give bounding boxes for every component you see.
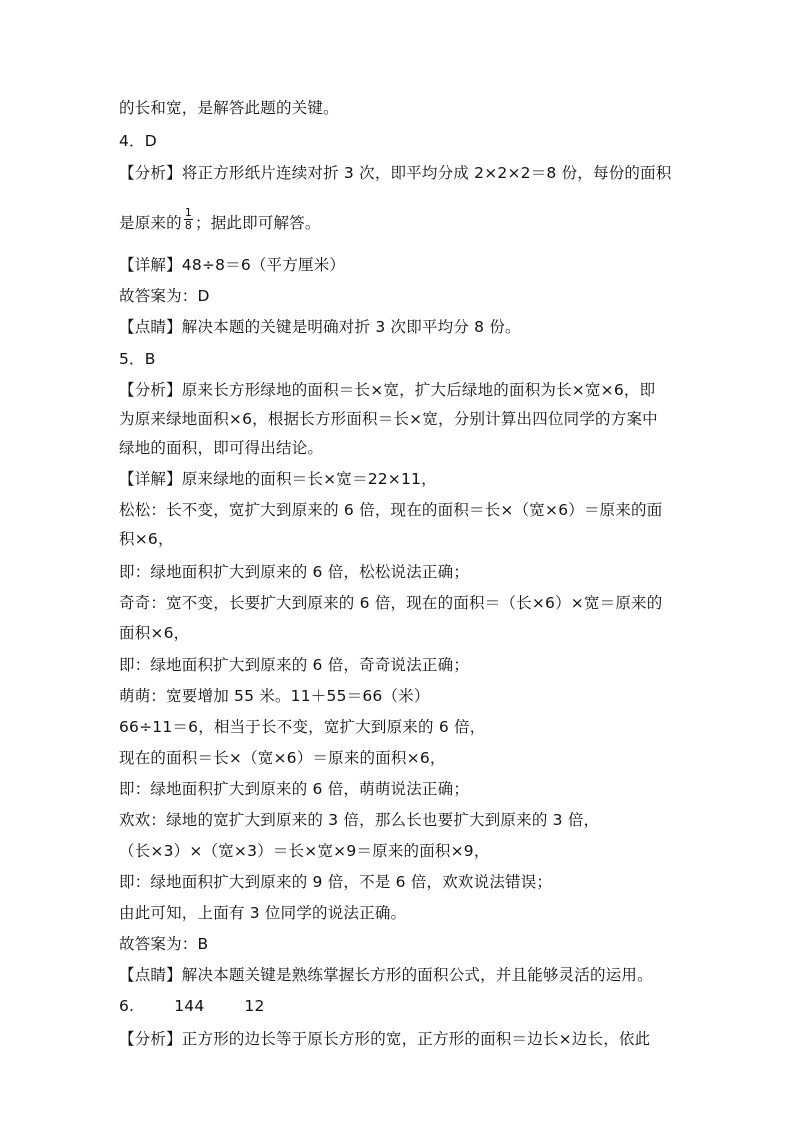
detail-5-line9: 66÷11＝6，相当于长不变，宽扩大到原来的 6 倍， (119, 718, 486, 736)
analysis-5-line2: 为原来绿地面积×6，根据长方形面积＝长×宽，分别计算出四位同学的方案中 (119, 410, 658, 428)
analysis-5-line1: 【分析】原来长方形绿地的面积＝长×宽，扩大后绿地的面积为长×宽×6，即 (119, 381, 656, 399)
detail-5-line7: 即：绿地面积扩大到原来的 6 倍，奇奇说法正确； (119, 656, 470, 674)
fraction-denominator: 8 (184, 219, 193, 232)
fraction-prefix: 是原来的 (119, 214, 182, 232)
detail-5-line11: 即：绿地面积扩大到原来的 6 倍，萌萌说法正确； (119, 780, 470, 798)
analysis-6: 【分析】正方形的边长等于原长方形的宽，正方形的面积＝边长×边长，依此 (119, 1030, 651, 1048)
detail-5-line10: 现在的面积＝长×（宽×6）＝原来的面积×6， (119, 749, 446, 767)
analysis-5-line3: 绿地的面积，即可得出结论。 (119, 439, 324, 457)
detail-5-line12: 欢欢：绿地的宽扩大到原来的 3 倍，那么长也要扩大到原来的 3 倍， (119, 811, 600, 829)
highlight-5: 【点睛】解决本题关键是熟练掌握长方形的面积公式，并且能够灵活的运用。 (119, 966, 653, 984)
detail-5-line1: 【详解】原来绿地的面积＝长×宽＝22×11， (119, 470, 437, 488)
detail-5-line5: 奇奇：宽不变，长要扩大到原来的 6 倍，现在的面积＝（长×6）×宽＝原来的 (119, 594, 663, 612)
detail-5-line15: 由此可知，上面有 3 位同学的说法正确。 (119, 904, 407, 922)
fraction-line (119, 206, 694, 236)
detail-4: 【详解】48÷8＝6（平方厘米） (119, 256, 346, 274)
detail-5-line2: 松松：长不变，宽扩大到原来的 6 倍，现在的面积＝长×（宽×6）＝原来的面 (119, 501, 663, 519)
fraction (184, 207, 193, 232)
question-6-answer (119, 996, 694, 1016)
detail-5-line3: 积×6， (119, 530, 174, 548)
analysis-4: 【分析】将正方形纸片连续对折 3 次，即平均分成 2×2×2＝8 份，每份的面积 (119, 164, 672, 182)
question-5-answer: 5．B (119, 350, 156, 368)
fraction-suffix: ；据此即可解答。 (195, 214, 321, 232)
answer-4: 故答案为：D (119, 287, 210, 305)
text-line: 的长和宽，是解答此题的关键。 (119, 99, 339, 117)
question-4-answer: 4．D (119, 132, 157, 150)
question-6-number: 6. (119, 997, 135, 1015)
detail-5-line13: （长×3）×（宽×3）＝长×宽×9＝原来的面积×9， (119, 842, 490, 860)
fraction-numerator: 1 (184, 206, 193, 219)
detail-5-line8: 萌萌：宽要增加 55 米。11＋55＝66（米） (119, 687, 430, 705)
question-6-answer-2: 12 (244, 997, 265, 1015)
detail-5-line4: 即：绿地面积扩大到原来的 6 倍，松松说法正确； (119, 563, 470, 581)
question-6-answer-1: 144 (174, 997, 205, 1015)
highlight-4: 【点睛】解决本题的关键是明确对折 3 次即平均分 8 份。 (119, 318, 521, 336)
answer-5: 故答案为：B (119, 935, 209, 953)
detail-5-line14: 即：绿地面积扩大到原来的 9 倍，不是 6 倍，欢欢说法错误； (119, 873, 553, 891)
detail-5-line6: 面积×6， (119, 624, 190, 642)
